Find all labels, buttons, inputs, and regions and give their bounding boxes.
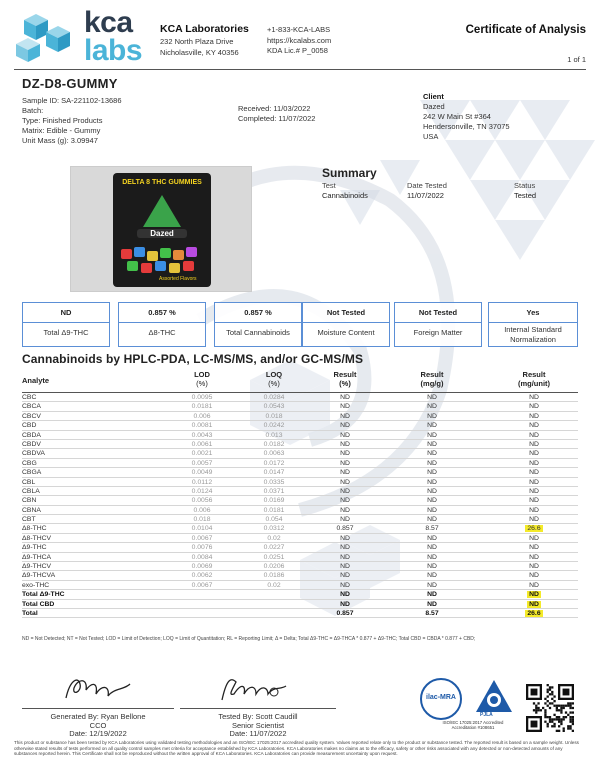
result-mgunit-cell: ND — [529, 403, 539, 411]
table-row — [22, 496, 578, 505]
ilac-mra-logo — [420, 678, 462, 720]
pjla-label: PJLA — [480, 712, 493, 718]
result-mgg-cell: ND — [427, 403, 437, 411]
client-city: Hendersonville, TN 37075 — [423, 122, 510, 131]
table-row — [22, 543, 578, 552]
lod-cell: 0.0181 — [191, 403, 213, 411]
analyte-cell: CBGA — [22, 469, 42, 477]
loq-cell: 0.0147 — [263, 469, 285, 477]
result-pct-cell: ND — [340, 412, 350, 420]
company-name: KCA Laboratories — [160, 23, 249, 35]
lod-cell: 0.0081 — [191, 422, 213, 430]
result-pct-cell: ND — [340, 581, 350, 589]
result-mgunit-cell: ND — [529, 487, 539, 495]
result-mgg-cell: 8.57 — [425, 525, 439, 533]
result-mgunit-cell: ND — [529, 478, 539, 486]
column-header-lod — [177, 370, 227, 388]
gummy-icon — [134, 247, 145, 257]
column-header-unit: (mg/g) — [420, 379, 444, 388]
analyte-cell: Δ8-THCV — [22, 534, 52, 542]
table-row — [22, 515, 578, 524]
lod-cell: 0.0084 — [191, 553, 213, 561]
result-mgg-cell: ND — [427, 572, 437, 580]
column-header-analyte — [22, 376, 49, 385]
loq-cell: 0.0182 — [263, 440, 285, 448]
result-pct-cell: ND — [340, 600, 350, 608]
gummy-icon — [173, 250, 184, 260]
signature-line — [180, 708, 336, 709]
result-mgg-cell: ND — [427, 412, 437, 420]
lod-cell: 0.0021 — [191, 450, 213, 458]
result-box-label: Internal Standard Normalization — [489, 322, 577, 345]
result-pct-cell: ND — [340, 506, 350, 514]
table-row — [22, 571, 578, 580]
analyte-cell: CBC — [22, 394, 37, 401]
analyte-cell: Δ9-THCV — [22, 563, 52, 571]
analyte-cell: Δ9-THCVA — [22, 572, 56, 580]
result-mgg-cell: ND — [427, 469, 437, 477]
signature-line — [22, 708, 174, 709]
loq-cell: 0.0169 — [263, 497, 285, 505]
result-mgunit-cell: ND — [529, 422, 539, 430]
loq-cell: 0.054 — [265, 516, 283, 524]
result-mgunit-cell — [506, 590, 562, 599]
result-box-label: Moisture Content — [303, 322, 389, 338]
client-street: 242 W Main St #364 — [423, 112, 491, 121]
analyte-cell: CBDV — [22, 440, 41, 448]
result-box-value: Not Tested — [326, 308, 366, 317]
result-box-value: Yes — [526, 308, 540, 317]
result-mgunit-cell: ND — [529, 572, 539, 580]
table-row — [22, 609, 578, 618]
result-mgg-cell: ND — [427, 591, 437, 599]
loq-cell: 0.0335 — [263, 478, 285, 486]
pouch-flavor: Assorted Flavors — [159, 276, 197, 282]
sample-info — [22, 96, 122, 146]
result-mgg-cell: ND — [427, 459, 437, 467]
cannabinoids-section-title: Cannabinoids by HPLC-PDA, LC-MS/MS, and/or GC-MS/MS — [22, 352, 364, 366]
highlighted-value: ND — [529, 600, 539, 608]
gummy-icon — [186, 247, 197, 257]
result-pct-cell: ND — [340, 431, 350, 439]
analyte-cell: Δ8-THC — [22, 525, 47, 533]
result-pct-cell: ND — [340, 553, 350, 561]
gummy-icon — [169, 263, 180, 273]
result-box-value: Not Tested — [418, 308, 458, 317]
loq-cell: 0.0186 — [263, 572, 285, 580]
result-mgunit-cell: ND — [529, 450, 539, 458]
result-mgg-cell: ND — [427, 440, 437, 448]
result-box-label: Total Cannabinoids — [215, 322, 301, 338]
result-mgunit-cell: ND — [529, 581, 539, 589]
product-pouch — [113, 173, 211, 287]
highlighted-value: 26.6 — [527, 525, 541, 533]
summary-test: Cannabinoids — [322, 191, 368, 200]
analyte-cell: CBG — [22, 459, 37, 467]
analyte-cell: Total Δ9-THC — [22, 591, 65, 599]
lod-cell: 0.0049 — [191, 469, 213, 477]
result-pct-cell: ND — [340, 516, 350, 524]
result-box-foreign-matter — [394, 302, 482, 347]
result-box-internal-standard — [488, 302, 578, 347]
analyte-cell: exo-THC — [22, 581, 50, 589]
result-pct-cell: ND — [340, 440, 350, 448]
analyte-cell: Δ9-THCA — [22, 553, 52, 561]
table-row — [22, 590, 578, 599]
analyte-cell: Δ9-THC — [22, 544, 47, 552]
table-row — [22, 468, 578, 477]
gummy-icon — [127, 261, 138, 271]
summary-title: Summary — [322, 166, 377, 180]
result-pct-cell: ND — [340, 394, 350, 401]
loq-cell: 0.0284 — [263, 394, 285, 401]
client-name: Dazed — [423, 102, 445, 111]
lod-cell: 0.0104 — [191, 525, 213, 533]
pouch-title: DELTA 8 THC GUMMIES — [122, 179, 202, 186]
table-row — [22, 431, 578, 440]
result-pct-cell: ND — [340, 403, 350, 411]
company-contact — [267, 25, 331, 57]
completed-date: Completed: 11/07/2022 — [238, 114, 316, 123]
table-row — [22, 412, 578, 421]
loq-cell: 0.0227 — [263, 544, 285, 552]
analyte-cell: CBN — [22, 497, 37, 505]
analyte-cell: CBCV — [22, 412, 41, 420]
lod-cell: 0.0061 — [191, 440, 213, 448]
result-box-value: 0.857 % — [244, 308, 272, 317]
result-mgg-cell: ND — [427, 544, 437, 552]
gummy-icon — [141, 263, 152, 273]
lod-cell: 0.0076 — [191, 544, 213, 552]
analyte-cell: Total CBD — [22, 600, 55, 608]
column-header-result-pct — [317, 370, 373, 388]
result-mgunit-cell: ND — [529, 431, 539, 439]
table-row — [22, 402, 578, 411]
result-pct-cell: ND — [340, 497, 350, 505]
sample-type: Type: Finished Products — [22, 116, 103, 125]
result-pct-cell: ND — [340, 534, 350, 542]
analyte-cell: CBCA — [22, 403, 41, 411]
result-box-total-cannabinoids — [214, 302, 302, 347]
result-box-label: Total Δ9-THC — [23, 322, 109, 338]
loq-cell: 0.0543 — [263, 403, 285, 411]
phone-number[interactable]: +1-833-KCA-LABS — [267, 25, 331, 34]
column-header-label: LOD — [194, 370, 210, 379]
column-header-result-mgg — [404, 370, 460, 388]
signer-name: Generated By: Ryan Bellone — [50, 712, 146, 721]
result-mgg-cell: ND — [427, 478, 437, 486]
result-mgunit-cell — [506, 524, 562, 533]
analyte-cell: CBD — [22, 422, 37, 430]
summary-header-date: Date Tested — [407, 181, 447, 190]
loq-cell: 0.018 — [265, 412, 283, 420]
analyte-cell: Total — [22, 609, 38, 617]
signature-scott-caudill — [212, 672, 292, 706]
pouch-brand: Dazed — [137, 229, 187, 238]
result-box-total-d9-thc — [22, 302, 110, 347]
table-row — [22, 553, 578, 562]
result-mgg-cell: 8.57 — [425, 609, 439, 617]
table-row — [22, 534, 578, 543]
loq-cell: 0.0371 — [263, 487, 285, 495]
lod-cell: 0.0069 — [191, 563, 213, 571]
product-photo — [70, 166, 252, 292]
gummy-icon — [121, 249, 132, 259]
result-pct-cell: ND — [340, 469, 350, 477]
signature-block-generated — [22, 713, 174, 739]
result-mgunit-cell: ND — [529, 497, 539, 505]
loq-cell: 0.0063 — [263, 450, 285, 458]
column-header-result-mgunit — [506, 370, 562, 388]
page-number: 1 of 1 — [567, 55, 586, 64]
result-mgg-cell: ND — [427, 394, 437, 401]
product-id: DZ-D8-GUMMY — [22, 76, 118, 91]
analyte-cell: CBL — [22, 478, 36, 486]
logo-text-labs: labs — [84, 34, 143, 67]
result-box-label: Δ8-THC — [119, 322, 205, 338]
website-link[interactable]: https://kcalabs.com — [267, 35, 332, 45]
table-row — [22, 478, 578, 487]
result-mgg-cell: ND — [427, 450, 437, 458]
document-title: Certificate of Analysis — [465, 24, 586, 36]
table-row — [22, 524, 578, 533]
result-box-value: ND — [60, 308, 72, 317]
client-info — [423, 92, 510, 142]
result-mgunit-cell: ND — [529, 459, 539, 467]
client-country: USA — [423, 132, 439, 141]
analyte-cell: CBLA — [22, 487, 40, 495]
company-address — [160, 37, 239, 58]
loq-cell: 0.02 — [267, 534, 281, 542]
loq-cell: 0.0242 — [263, 422, 285, 430]
result-mgg-cell: ND — [427, 422, 437, 430]
summary-date: 11/07/2022 — [407, 191, 444, 200]
result-box-label: Foreign Matter — [395, 322, 481, 338]
lod-cell: 0.0067 — [191, 534, 213, 542]
lod-cell: 0.0124 — [191, 487, 213, 495]
result-box-d8-thc — [118, 302, 206, 347]
loq-cell: 0.0206 — [263, 563, 285, 571]
result-mgunit-cell — [506, 600, 562, 609]
column-header-label: Analyte — [22, 376, 50, 385]
license-number: KDA Lic.# P_0058 — [267, 46, 328, 55]
result-pct-cell: ND — [340, 563, 350, 571]
result-mgg-cell: ND — [427, 563, 437, 571]
analyte-cell: CBT — [22, 516, 36, 524]
highlighted-value: ND — [529, 591, 539, 599]
analyte-cell: CBDA — [22, 431, 41, 439]
result-mgunit-cell: ND — [529, 544, 539, 552]
sample-id: Sample ID: SA-221102-13686 — [22, 96, 122, 105]
result-pct-cell: ND — [340, 487, 350, 495]
result-mgg-cell: ND — [427, 553, 437, 561]
summary-status: Tested — [514, 191, 537, 200]
highlighted-value: 26.6 — [527, 609, 541, 617]
unit-mass: Unit Mass (g): 3.09947 — [22, 136, 98, 145]
loq-cell: 0.0172 — [263, 459, 285, 467]
disclaimer-text: This product or substance has been tested by KCA Laboratories using validated testing methodologies and an ISO/IEC 17025:2017 accredited quality system. Values reported relate only to the product or substance tested. The reported result is based on a sample weight. Unless otherwise stated results of tests performed on all quality control samples met criteria for acceptance established by KCA Laboratories. KCA Laboratories makes no claims as to the efficacy, safety or other risks associated with any detected or non-detected amounts of any substances reported herein. This Certificate shall not be reproduced without the written approval of KCA Laboratories. KCA Laboratories can provide measurement uncertainty upon request. — [14, 740, 579, 757]
result-mgunit-cell: ND — [529, 563, 539, 571]
received-date: Received: 11/03/2022 — [238, 104, 311, 113]
column-header-label: Result — [522, 370, 546, 379]
triangle-logo-icon — [143, 195, 181, 227]
batch: Batch: — [22, 106, 44, 115]
result-pct-cell: ND — [340, 450, 350, 458]
lod-cell: 0.0067 — [191, 581, 213, 589]
summary-header-status: Status — [514, 181, 536, 190]
column-header-unit: (%) — [196, 379, 208, 388]
column-header-label: Result — [333, 370, 357, 379]
result-mgg-cell: ND — [427, 497, 437, 505]
column-header-loq — [249, 370, 299, 388]
column-header-label: Result — [420, 370, 444, 379]
analyte-cell: CBDVA — [22, 450, 45, 458]
header-divider — [14, 69, 586, 70]
logo-text-kca: kca — [84, 6, 133, 39]
result-mgunit-cell: ND — [529, 394, 539, 401]
table-row — [22, 562, 578, 571]
result-mgg-cell: ND — [427, 506, 437, 514]
lod-cell: 0.0057 — [191, 459, 213, 467]
signer-title: CCO — [89, 720, 107, 730]
loq-cell: 0.02 — [267, 581, 281, 589]
table-row — [22, 487, 578, 496]
column-header-unit: (%) — [339, 379, 351, 388]
summary-header-test: Test — [322, 181, 336, 190]
client-heading: Client — [423, 92, 444, 101]
table-row — [22, 600, 578, 609]
result-mgunit-cell: ND — [529, 440, 539, 448]
result-mgg-cell: ND — [427, 581, 437, 589]
result-box-value: 0.857 % — [148, 308, 176, 317]
logo-cubes-icon — [14, 12, 80, 64]
table-row — [22, 506, 578, 515]
result-mgg-cell: ND — [427, 534, 437, 542]
sample-matrix: Matrix: Edible - Gummy — [22, 126, 101, 135]
result-box-moisture — [302, 302, 390, 347]
result-mgg-cell: ND — [427, 600, 437, 608]
column-header-unit: (mg/unit) — [517, 379, 551, 388]
result-mgg-cell: ND — [427, 516, 437, 524]
table-row — [22, 421, 578, 430]
lod-cell: 0.006 — [193, 412, 211, 420]
table-legend: ND = Not Detected; NT = Not Tested; LOD = Limit of Detection; LOQ = Limit of Quantitation; RL = Reporting Limit; Δ = Delta; Total Δ9-THC = Δ9-THCA * 0.877 + Δ9-THC; Total CBD = CBDA * 0.877 + CBD; — [22, 636, 476, 642]
loq-cell: 0.013 — [265, 431, 283, 439]
signature-ryan-bellone — [58, 672, 138, 706]
cannabinoid-results-table — [22, 393, 578, 618]
result-pct-cell: ND — [340, 478, 350, 486]
analyte-cell: CBNA — [22, 506, 41, 514]
result-pct-cell: ND — [340, 572, 350, 580]
table-row — [22, 449, 578, 458]
gummy-icon — [155, 261, 166, 271]
address-line: Nicholasville, KY 40356 — [160, 47, 239, 57]
result-mgg-cell: ND — [427, 487, 437, 495]
result-mgg-cell: ND — [427, 431, 437, 439]
result-pct-cell: 0.857 — [336, 609, 354, 617]
qr-code-icon[interactable] — [526, 684, 574, 732]
result-mgunit-cell — [506, 609, 562, 618]
lod-cell: 0.018 — [193, 516, 211, 524]
signed-date: Date: 11/07/2022 — [229, 729, 287, 738]
iso-accreditation-text — [424, 720, 522, 730]
signature-block-tested — [180, 713, 336, 739]
ilac-label: ilac-MRA — [426, 694, 456, 701]
lod-cell: 0.0043 — [191, 431, 213, 439]
result-mgunit-cell: ND — [529, 412, 539, 420]
gummy-icon — [147, 251, 158, 261]
gummy-icon — [160, 248, 171, 258]
result-pct-cell: ND — [340, 544, 350, 552]
result-pct-cell: ND — [340, 422, 350, 430]
signed-date: Date: 12/19/2022 — [69, 729, 127, 738]
address-line: 232 North Plaza Drive — [160, 37, 234, 46]
table-row — [22, 459, 578, 468]
loq-cell: 0.0251 — [263, 553, 285, 561]
result-mgunit-cell: ND — [529, 516, 539, 524]
gummy-icon — [183, 261, 194, 271]
result-mgunit-cell: ND — [529, 506, 539, 514]
lod-cell: 0.0056 — [191, 497, 213, 505]
result-mgunit-cell: ND — [529, 553, 539, 561]
loq-cell: 0.0181 — [263, 506, 285, 514]
table-row — [22, 393, 578, 402]
iso-standard: ISO/IEC 17025:2017 Accredited — [442, 720, 504, 725]
result-mgunit-cell: ND — [529, 534, 539, 542]
loq-cell: 0.0312 — [263, 525, 285, 533]
result-pct-cell: 0.857 — [336, 525, 354, 533]
result-pct-cell: ND — [340, 459, 350, 467]
column-header-label: LOQ — [265, 370, 283, 379]
lod-cell: 0.0112 — [191, 478, 213, 486]
signer-name: Tested By: Scott Caudill — [218, 712, 298, 721]
accreditation-number: Accreditation #108651 — [451, 725, 495, 730]
lod-cell: 0.006 — [193, 506, 211, 514]
table-row — [22, 440, 578, 449]
result-pct-cell: ND — [340, 591, 350, 599]
sample-dates — [238, 104, 315, 124]
column-header-unit: (%) — [268, 379, 280, 388]
lod-cell: 0.0062 — [191, 572, 213, 580]
table-row — [22, 581, 578, 590]
result-mgunit-cell: ND — [529, 469, 539, 477]
lod-cell: 0.0095 — [191, 394, 213, 401]
signer-title: Senior Scientist — [231, 720, 285, 730]
